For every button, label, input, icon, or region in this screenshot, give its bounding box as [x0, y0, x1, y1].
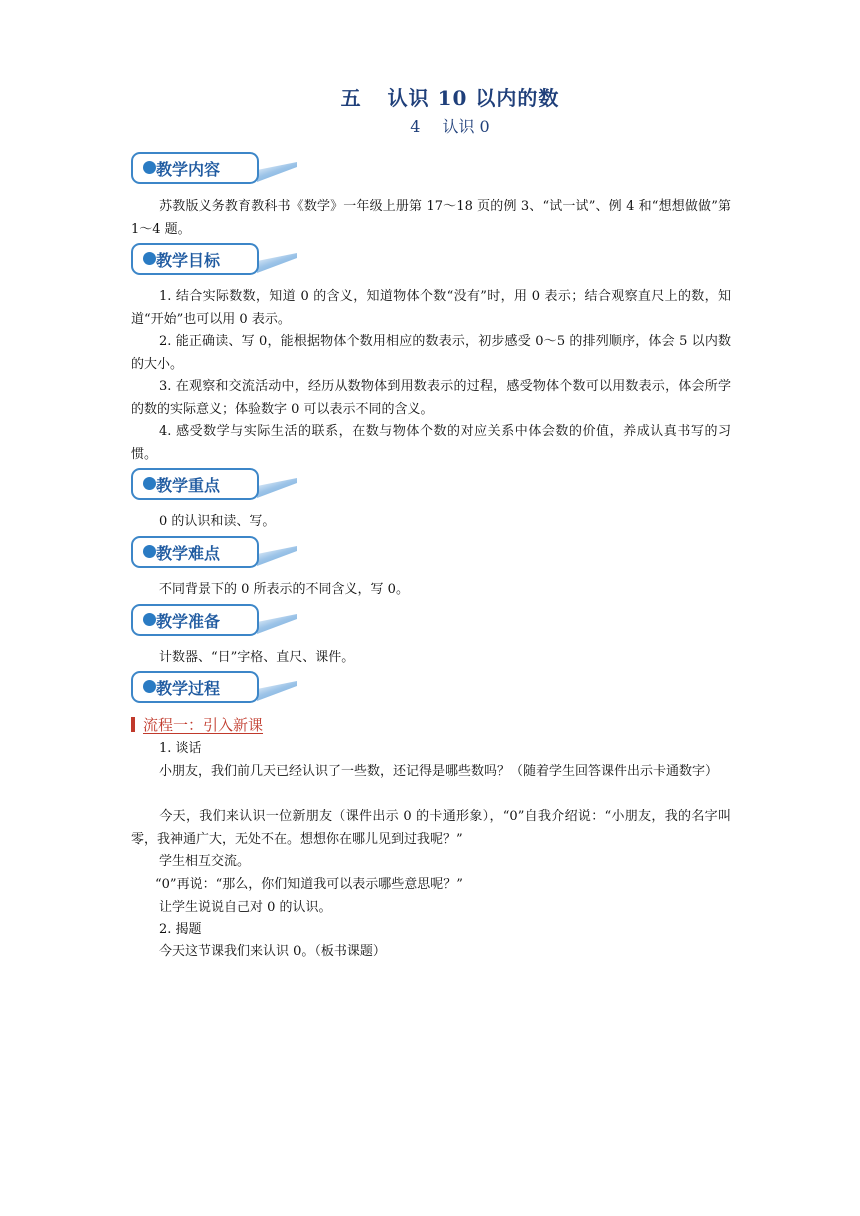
section-label: 教学内容 — [156, 160, 221, 179]
flow-marker-icon — [131, 717, 135, 732]
difficulty-paragraph: 不同背景下的 0 所表示的不同含义，写 0。 — [159, 582, 409, 597]
process-line: “0”再说：“那么，你们知道我可以表示哪些意思呢？” — [155, 877, 463, 892]
process-line: 小朋友，我们前几天已经认识了一些数，还记得是哪些数吗？（随着学生回答课件出示卡通数字） — [159, 764, 719, 779]
prep-paragraph: 计数器、“日”字格、直尺、课件。 — [159, 650, 355, 665]
process-line: 学生相互交流。 — [159, 854, 251, 869]
chapter-number: 五 — [340, 86, 362, 110]
goal-item: 3. 在观察和交流活动中，经历从数物体到用数表示的过程，感受物体个数可以用数表示，体会所学的数的实际意义；体验数字 0 可以表示不同的含义。 — [131, 379, 731, 417]
section-label: 教学过程 — [156, 679, 221, 698]
section-header-key — [131, 468, 263, 504]
section-label: 教学难点 — [156, 544, 221, 563]
process-line: 1. 谈话 — [159, 741, 202, 756]
goal-item: 4. 感受数学与实际生活的联系，在数与物体个数的对应关系中体会数的价值，养成认真书写的习惯。 — [131, 424, 731, 462]
section-label: 教学目标 — [156, 251, 221, 270]
process-line: 今天，我们来认识一位新朋友（课件出示 0 的卡通形象），“0”自我介绍说：“小朋友，我的名字叫零，我神通广大，无处不在。想想你在哪儿见到过我呢？” — [131, 809, 731, 847]
process-line: 今天这节课我们来认识 0。（板书课题） — [159, 944, 386, 959]
bullet-dot-icon — [143, 252, 156, 265]
bullet-dot-icon — [143, 613, 156, 626]
lesson-number: 4 — [410, 117, 421, 136]
chapter-title — [0, 82, 860, 111]
section-header-difficulty — [131, 536, 263, 572]
section-header-prep — [131, 604, 263, 640]
lesson-title — [0, 114, 860, 137]
key-paragraph: 0 的认识和读、写。 — [159, 514, 276, 529]
bullet-dot-icon — [143, 161, 156, 174]
section-label: 教学重点 — [156, 476, 221, 495]
section-label: 教学准备 — [156, 612, 221, 631]
bullet-dot-icon — [143, 680, 156, 693]
content-paragraph: 苏教版义务教育教科书《数学》一年级上册第 17～18 页的例 3、“试一试”、例 4 和“想想做做”第 1～4 题。 — [131, 199, 731, 237]
chapter-name: 认识 10 以内的数 — [387, 86, 560, 110]
section-header-content — [131, 152, 263, 188]
goal-item: 1. 结合实际数数，知道 0 的含义，知道物体个数“没有”时，用 0 表示；结合观察直尺上的数，知道“开始”也可以用 0 表示。 — [131, 289, 731, 327]
process-line: 2. 揭题 — [159, 922, 202, 937]
flow-title: 流程一：引入新课 — [143, 716, 264, 734]
section-header-process — [131, 671, 263, 707]
goal-item: 2. 能正确读、写 0，能根据物体个数用相应的数表示，初步感受 0～5 的排列顺序，体会 5 以内数的大小。 — [131, 334, 731, 372]
flow-heading — [131, 714, 263, 735]
section-header-goals — [131, 243, 263, 279]
process-line: 让学生说说自己对 0 的认识。 — [159, 900, 332, 915]
bullet-dot-icon — [143, 545, 156, 558]
lesson-name: 认识 0 — [442, 117, 490, 136]
bullet-dot-icon — [143, 477, 156, 490]
